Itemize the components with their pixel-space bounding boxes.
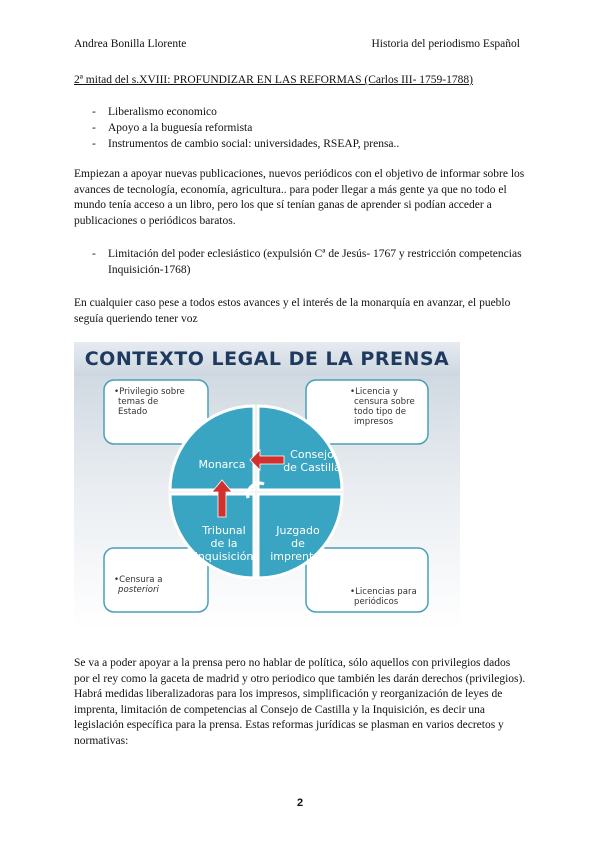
quad-juzgado-label: imprentas — [270, 550, 326, 563]
quad-juzgado-label: de — [291, 537, 305, 550]
box-top-right-text: •Licencia y — [350, 387, 398, 397]
quad-tribunal-label: Tribunal — [202, 524, 246, 537]
box-top-right-text: todo tipo de — [354, 407, 407, 417]
box-bottom-left-text: •Censura a — [114, 575, 163, 585]
bullet-item: - Liberalismo economico — [92, 104, 399, 120]
header-course: Historia del periodismo Español — [371, 38, 520, 50]
quad-tribunal-label: de la — [210, 537, 238, 550]
paragraph-3: Se va a poder apoyar a la prensa pero no hablar de política, sólo aquellos con privilegios dados por el rey como la gaceta de madrid y otro periodico que también les darán derechos (privilegios). Habrá medidas liberalizadoras para los impresos, simplificación y reorganización de leyes de imprenta, limitación de competencias al Consejo de Castilla y la Inquisición, es decir una legislación específica para la prensa. Estas reformas jurídicas se plasman en varios decretos y normativas: — [74, 657, 526, 747]
bullet-list — [92, 104, 399, 152]
diagram-title: CONTEXTO LEGAL DE LA PRENSA — [84, 348, 450, 370]
bullet-list-2 — [92, 247, 522, 278]
box-top-right-text: censura sobre — [354, 397, 415, 407]
quad-juzgado-label: Juzgado — [276, 524, 320, 537]
box-bottom-left-text: posteriori — [118, 585, 159, 595]
box-bottom-right-text: •Licencias para — [350, 587, 417, 597]
quad-monarca-label: Monarca — [198, 458, 246, 471]
quad-consejo-label: de Castilla — [283, 461, 341, 474]
box-top-right-text: impresos — [354, 417, 394, 427]
bullet-item: - Apoyo a la buguesía reformista — [92, 120, 399, 136]
diagram-graphic — [74, 342, 460, 630]
box-top-left-text: •Privilegio sobre — [114, 387, 185, 397]
legal-context-diagram — [74, 342, 460, 630]
box-bottom-right-text: periódicos — [354, 597, 399, 607]
bullet-item: - Limitación del poder eclesiástico (expulsión Cª de Jesús- 1767 y restricción competencias Inquisición-1768) — [92, 247, 522, 278]
quad-tribunal-label: Inquisición — [194, 550, 254, 563]
box-top-left-text: Estado — [118, 407, 148, 417]
bullet-item: - Instrumentos de cambio social: universidades, RSEAP, prensa.. — [92, 136, 399, 152]
page-number: 2 — [296, 797, 304, 809]
quad-consejo-label: Consejo — [290, 448, 334, 461]
section-title: 2ª mitad del s.XVIII: PROFUNDIZAR EN LAS REFORMAS (Carlos III- 1759-1788) — [74, 74, 473, 86]
box-top-left-text: temas de — [118, 397, 159, 407]
paragraph-1: Empiezan a apoyar nuevas publicaciones, nuevos periódicos con el objetivo de informar sobre los avances de tecnología, economía, agricultura.. para poder llegar a más gente ya que no todo el mundo tenía acceso a un libro, pero los que sí tenían ganas de aprender si podían acceder a publicaciones o periódicos baratos. — [74, 168, 525, 227]
paragraph-2: En cualquier caso pese a todos estos avances y el interés de la monarquía en avanzar, el pueblo seguía queriendo tener voz — [74, 297, 511, 325]
header-author: Andrea Bonilla Llorente — [74, 38, 187, 50]
